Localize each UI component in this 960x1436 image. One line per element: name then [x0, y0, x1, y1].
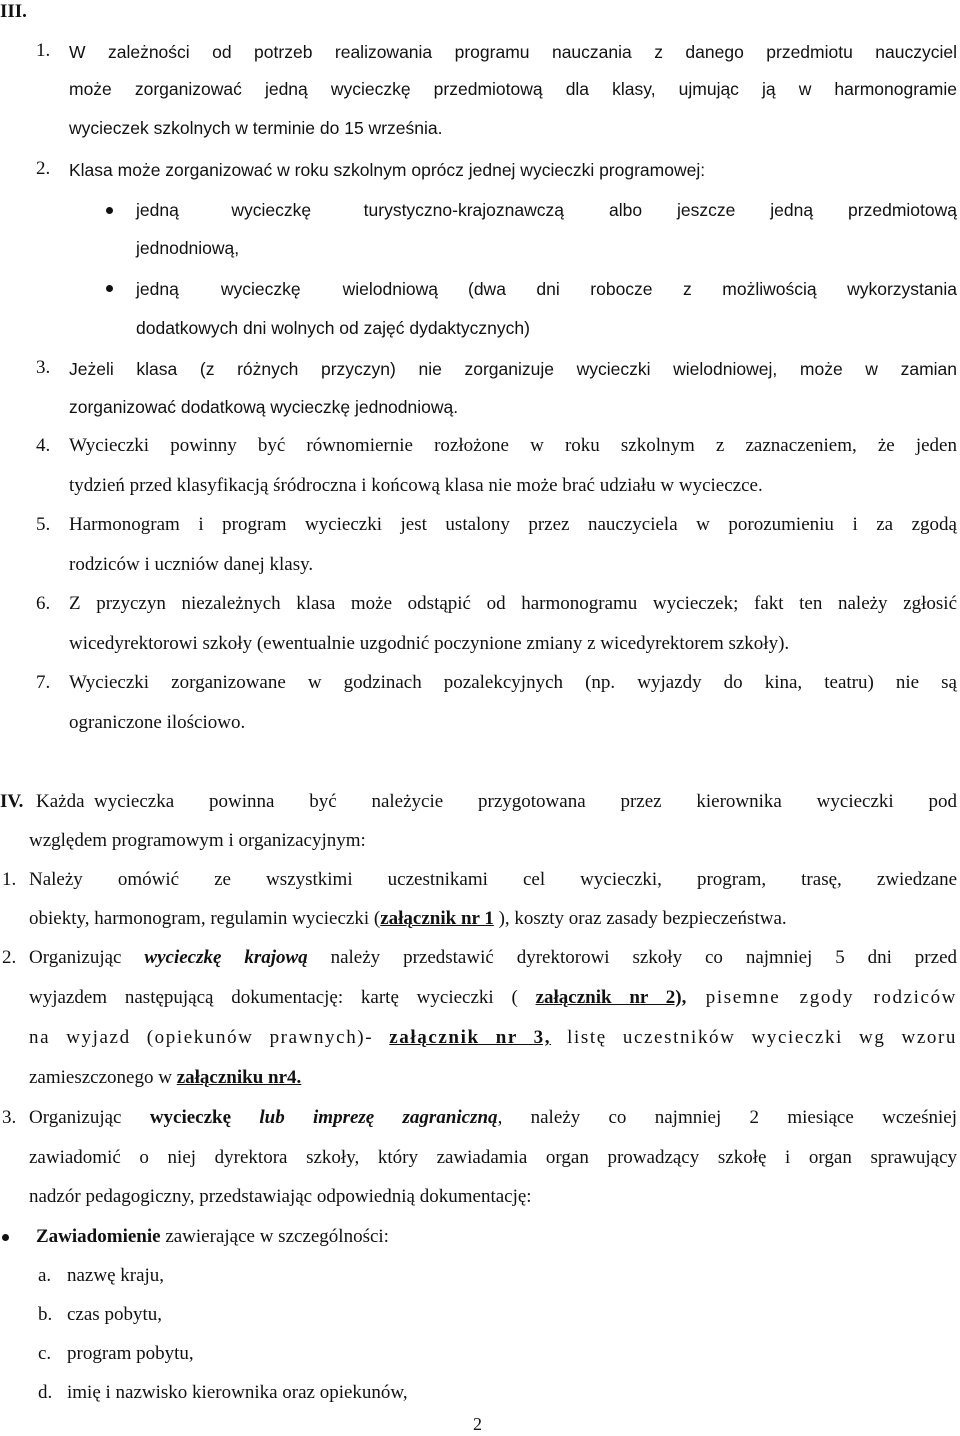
notice-bold: Zawiadomienie: [36, 1226, 161, 1247]
attachment-3-link[interactable]: załącznik nr 3,: [389, 1027, 552, 1048]
attachment-4-link[interactable]: załączniku nr4.: [176, 1067, 302, 1088]
text-span: obiekty, harmonogram, regulamin wycieczki (: [29, 908, 381, 929]
list-item-letter: c.: [38, 1343, 52, 1364]
paragraph-line: zorganizować dodatkową wycieczkę jednodniową.: [69, 397, 459, 417]
attachment-2-link[interactable]: załącznik nr 2),: [535, 987, 687, 1008]
paragraph-line: może zorganizować jedną wycieczkę przedmiotową dla klasy, ujmując ją w harmonogramie: [69, 79, 957, 99]
text-span: pisemne zgody rodziców: [686, 987, 957, 1008]
bullet-icon: [106, 207, 113, 214]
text-span: listę uczestników wycieczki wg wzoru: [551, 1027, 957, 1048]
paragraph-line: wycieczek szkolnych w terminie do 15 września.: [69, 118, 443, 138]
paragraph-line: tydzień przed klasyfikacją śródroczna i końcową klasa nie może brać udziału w wycieczce.: [69, 475, 763, 496]
paragraph-line: Harmonogram i program wycieczki jest ustalony przez nauczyciela w porozumieniu i za zgodą: [69, 514, 957, 535]
paragraph-line: [29, 907, 787, 931]
emphasis-text: wycieczkę krajową: [144, 947, 308, 968]
paragraph-line: ograniczone ilościowo.: [69, 712, 246, 733]
paragraph-line: Klasa może zorganizować w roku szkolnym oprócz jednej wycieczki programowej:: [69, 160, 706, 180]
item-number: 7.: [36, 672, 51, 693]
item-number: 1.: [36, 40, 51, 61]
item-number: 2.: [36, 158, 51, 179]
paragraph-line: [29, 986, 957, 1010]
text-span: , należy co najmniej 2 miesiące wcześniej: [497, 1107, 958, 1128]
paragraph-line: [29, 1026, 957, 1050]
attachment-1-link[interactable]: załącznik nr 1: [380, 908, 494, 929]
paragraph-line: Wycieczki zorganizowane w godzinach pozalekcyjnych (np. wyjazdy do kina, teatru) nie są: [69, 672, 957, 693]
paragraph-line: wicedyrektorowi szkoły (ewentualnie uzgodnić poczynione zmiany z wicedyrektorem szkoły).: [69, 633, 790, 654]
notice-line: [36, 1225, 389, 1249]
text-span: zawierające w szczególności:: [160, 1226, 389, 1247]
bullet-text: jedną wycieczkę wielodniową: [136, 279, 438, 299]
section-iv-heading: IV.: [0, 791, 24, 812]
text-span: należy przedstawić dyrektorowi szkoły co najmniej 5 dni przed: [307, 947, 957, 968]
bullet-text: (dwa dni robocze z możliwością wykorzystania: [468, 279, 957, 299]
intro-line: względem programowym i organizacyjnym:: [29, 830, 366, 851]
bullet-text: albo jeszcze jedną przedmiotową: [609, 200, 957, 220]
bullet-icon: [106, 285, 113, 292]
list-item-letter: b.: [38, 1304, 53, 1325]
paragraph-line: [29, 1066, 301, 1090]
list-item: nazwę kraju,: [67, 1265, 165, 1286]
item-number: 6.: [36, 593, 51, 614]
item-number: 4.: [36, 435, 51, 456]
emphasis-text: wycieczkę: [149, 1107, 260, 1128]
text-span: Organizując: [29, 1107, 150, 1128]
text-span: na wyjazd (opiekunów prawnych)-: [29, 1027, 390, 1048]
text-span: wyjazdem następującą dokumentację: kartę wycieczki (: [29, 987, 536, 1008]
paragraph-line: rodziców i uczniów danej klasy.: [69, 554, 314, 575]
item-number: 1.: [2, 869, 17, 890]
emphasis-text: lub imprezę zagraniczną: [259, 1107, 498, 1128]
bullet-text: dodatkowych dni wolnych od zajęć dydaktycznych): [136, 318, 530, 338]
bullet-text: jedną wycieczkę turystyczno-krajoznawczą: [136, 200, 564, 220]
list-item: czas pobytu,: [67, 1304, 162, 1325]
list-item: imię i nazwisko kierownika oraz opiekunów,: [67, 1382, 408, 1403]
item-number: 5.: [36, 514, 51, 535]
paragraph-line: W zależności od potrzeb realizowania programu nauczania z danego przedmiotu nauczyciel: [69, 42, 957, 62]
list-item-letter: a.: [38, 1265, 52, 1286]
paragraph-line: [29, 946, 957, 970]
list-item-letter: d.: [38, 1382, 53, 1403]
intro-line: wycieczka powinna być należycie przygotowana przez kierownika wycieczki pod: [94, 791, 957, 812]
text-span: ), koszty oraz zasady bezpieczeństwa.: [493, 908, 787, 929]
item-number: 3.: [2, 1107, 17, 1128]
item-number: 3.: [36, 357, 51, 378]
paragraph-line: nadzór pedagogiczny, przedstawiając odpowiednią dokumentację:: [29, 1186, 532, 1207]
paragraph-line: Należy omówić ze wszystkimi uczestnikami cel wycieczki, program, trasę, zwiedzane: [29, 869, 957, 890]
bullet-icon: [2, 1234, 9, 1241]
list-item: program pobytu,: [67, 1343, 194, 1364]
paragraph-line: Jeżeli klasa (z różnych przyczyn) nie zorganizuje wycieczki wielodniowej, może w zamian: [69, 359, 957, 379]
bullet-text: jednodniową,: [136, 238, 240, 258]
section-iii-heading: III.: [0, 1, 27, 22]
paragraph-line: Wycieczki powinny być równomiernie rozłożone w roku szkolnym z zaznaczeniem, że jeden: [69, 435, 957, 456]
item-number: 2.: [2, 947, 17, 968]
paragraph-line: Z przyczyn niezależnych klasa może odstąpić od harmonogramu wycieczek; fakt ten należy zgłosić: [69, 593, 957, 614]
paragraph-line: zawiadomić o niej dyrektora szkoły, który zawiadamia organ prowadzący szkołę i organ sprawujący: [29, 1147, 957, 1168]
text-span: Organizując: [29, 947, 145, 968]
intro-bold-word: Każda: [36, 791, 85, 812]
paragraph-line: [29, 1106, 957, 1130]
text-span: zamieszczonego w: [29, 1067, 177, 1088]
page-number: 2: [473, 1414, 482, 1434]
